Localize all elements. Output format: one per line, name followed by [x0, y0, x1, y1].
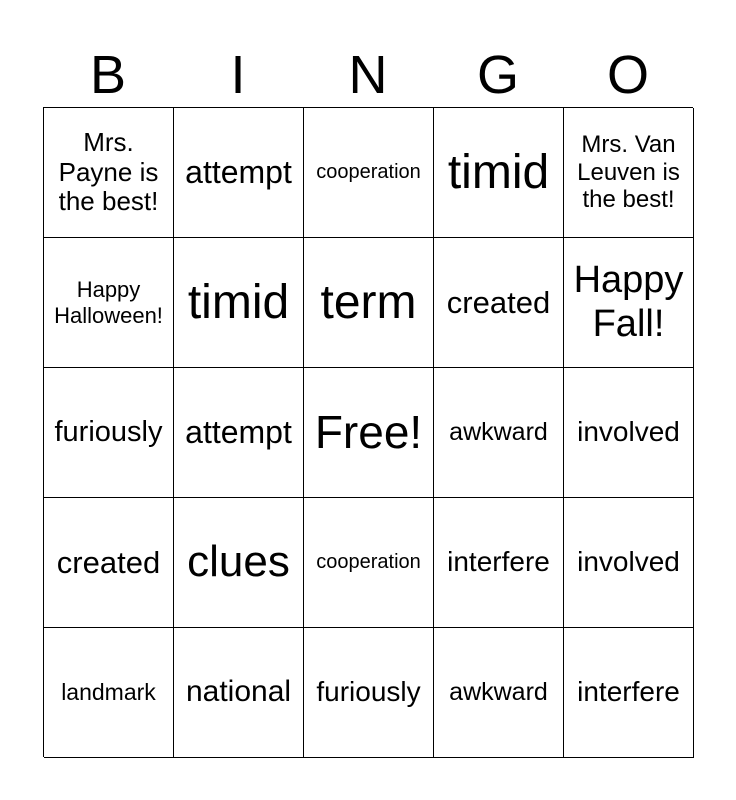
bingo-cell: furiously [44, 368, 174, 498]
bingo-cell: cooperation [304, 498, 434, 628]
bingo-cell: Free! [304, 368, 434, 498]
header-letter-i: I [230, 45, 246, 105]
header-letter-o: O [606, 45, 649, 105]
bingo-cell: furiously [304, 628, 434, 758]
bingo-cell: attempt [174, 108, 304, 238]
bingo-cell: timid [434, 108, 564, 238]
bingo-cell: interfere [564, 628, 694, 758]
bingo-cell: national [174, 628, 304, 758]
bingo-cell: timid [174, 238, 304, 368]
bingo-cell: Mrs. Payne is the best! [44, 108, 174, 238]
header-letter-b: B [89, 45, 127, 105]
bingo-header [43, 40, 693, 110]
bingo-cell: attempt [174, 368, 304, 498]
bingo-cell: Happy Fall! [564, 238, 694, 368]
bingo-cell: Mrs. Van Leuven is the best! [564, 108, 694, 238]
header-letter-n: N [348, 45, 388, 105]
bingo-cell: involved [564, 498, 694, 628]
bingo-cell: clues [174, 498, 304, 628]
bingo-cell: landmark [44, 628, 174, 758]
bingo-cell: involved [564, 368, 694, 498]
bingo-cell: term [304, 238, 434, 368]
bingo-cell: interfere [434, 498, 564, 628]
bingo-cell: created [434, 238, 564, 368]
header-letter-g: G [476, 45, 519, 105]
bingo-cell: awkward [434, 368, 564, 498]
bingo-cell: cooperation [304, 108, 434, 238]
bingo-grid [43, 107, 693, 757]
bingo-cell: Happy Halloween! [44, 238, 174, 368]
bingo-cell: awkward [434, 628, 564, 758]
bingo-cell: created [44, 498, 174, 628]
